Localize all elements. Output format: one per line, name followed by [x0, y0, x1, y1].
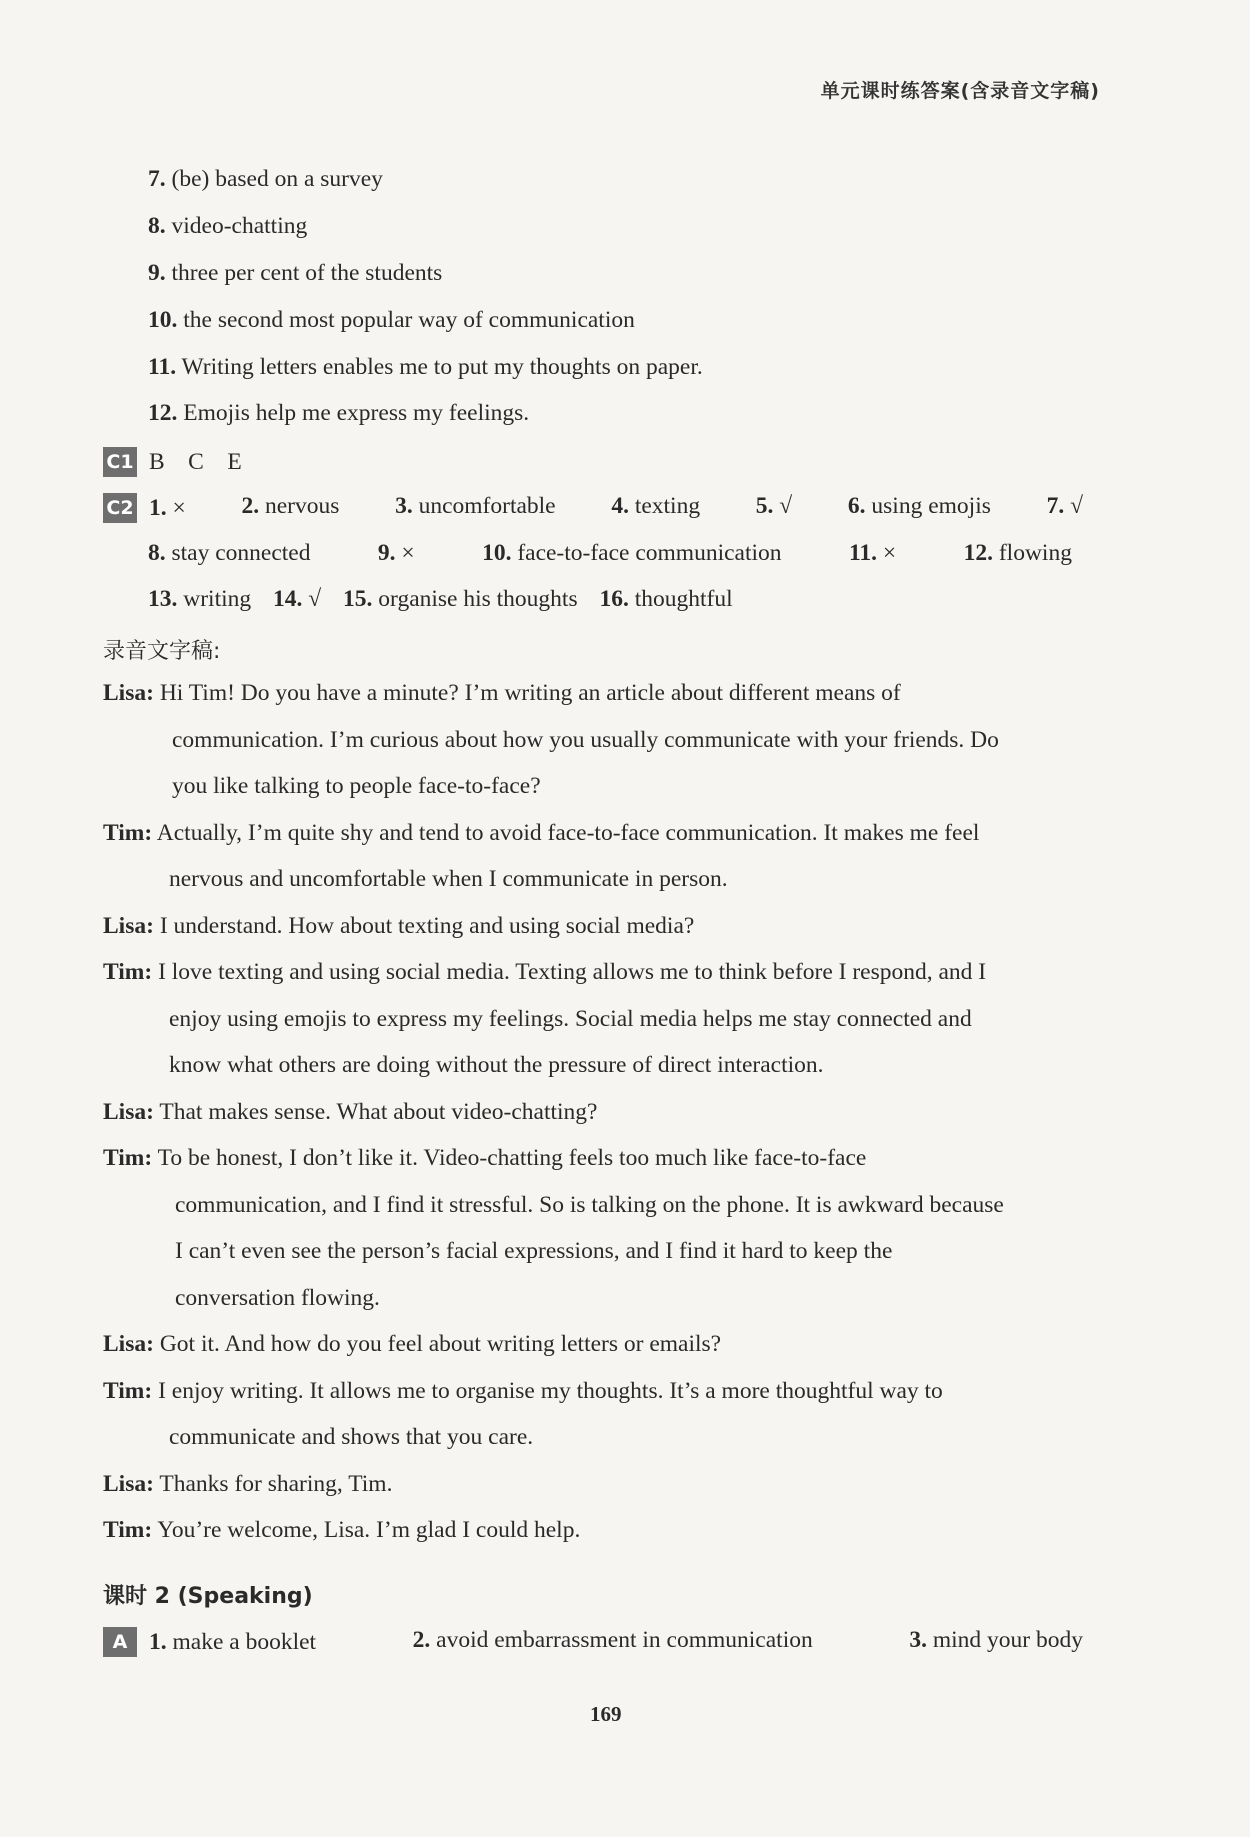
c2-answer: stay connected [171, 540, 311, 566]
answer-number: 3. [909, 1627, 927, 1653]
answer-row [148, 400, 529, 427]
answer-text: three per cent of the students [171, 260, 443, 286]
transcript-line [103, 1099, 597, 1126]
lesson-2-title: 课时 2 (Speaking) [103, 1584, 313, 1609]
transcript-text: I enjoy writing. It allows me to organise my thoughts. It’s a more thoughtful way to [158, 1378, 943, 1404]
c2-number: 7. [1046, 493, 1065, 519]
transcript-line [103, 1331, 721, 1358]
speaker-label: Tim: [103, 959, 153, 985]
transcript-text: Actually, I’m quite shy and tend to avoid face-to-face communication. It makes me feel [156, 820, 980, 846]
answer-text: Emojis help me express my feelings. [183, 400, 530, 426]
c2-number: 3. [395, 493, 413, 519]
c2-number: 8. [148, 540, 166, 566]
c2-answer: × [172, 495, 186, 521]
transcript-line [169, 866, 728, 893]
answer-number: 7. [148, 166, 166, 192]
c2-number: 6. [847, 493, 866, 519]
answer-text: mind your body [932, 1627, 1083, 1653]
transcript-line [103, 1378, 943, 1405]
transcript-text: I understand. How about texting and using social media? [159, 913, 695, 939]
transcript-text: nervous and uncomfortable when I communicate in person. [169, 866, 728, 892]
c2-number: 13. [148, 586, 178, 612]
c2-answer: √ [779, 493, 793, 519]
c2-answer: texting [634, 493, 701, 519]
c2-answer: nervous [264, 493, 340, 519]
c2-badge: C2 [103, 493, 137, 523]
transcript-text: Got it. And how do you feel about writing letters or emails? [159, 1331, 722, 1357]
c2-answer: writing [183, 586, 252, 612]
transcript-text: That makes sense. What about video-chatting? [159, 1099, 598, 1125]
c2-number: 10. [482, 540, 512, 566]
transcript-text: Thanks for sharing, Tim. [159, 1471, 393, 1497]
speaker-label: Tim: [103, 1517, 153, 1543]
c2-answer: face-to-face communication [517, 540, 782, 566]
transcript-line [169, 1006, 972, 1033]
answer-text: make a booklet [172, 1629, 317, 1655]
c2-answer: uncomfortable [418, 493, 556, 519]
speaker-label: Lisa: [103, 1099, 154, 1125]
c2-number: 12. [963, 540, 993, 566]
transcript-text: communication, and I find it stressful. So is talking on the phone. It is awkward because [175, 1192, 1004, 1218]
c1-row [103, 447, 242, 477]
speaker-label: Tim: [103, 1145, 153, 1171]
c2-number: 9. [377, 540, 396, 566]
transcript-line [103, 680, 1083, 707]
answer-number: 12. [148, 400, 178, 426]
c2-answer: √ [308, 586, 322, 612]
answer-number: 1. [149, 1629, 167, 1655]
transcript-line [103, 820, 979, 847]
answer-number: 10. [148, 307, 178, 333]
c2-answer: using emojis [871, 493, 991, 519]
answer-text: video-chatting [171, 213, 308, 239]
answer-number: 11. [148, 354, 177, 380]
transcript-text: you like talking to people face-to-face? [172, 773, 541, 799]
answer-text: the second most popular way of communication [183, 307, 635, 333]
speaker-label: Tim: [103, 820, 153, 846]
transcript-line [172, 727, 999, 754]
c2-number: 4. [611, 493, 629, 519]
c2-answer: organise his thoughts [378, 586, 578, 612]
transcript-line [172, 773, 541, 800]
page-header: 单元课时练答案(含录音文字稿) [820, 80, 1100, 102]
answer-number: 9. [148, 260, 166, 286]
transcript-text: I love texting and using social media. Texting allows me to think before I respond, and I [158, 959, 987, 985]
transcript-text: conversation flowing. [175, 1285, 380, 1311]
c2-answer: × [882, 540, 897, 566]
speaker-label: Lisa: [103, 1471, 154, 1497]
answer-text: Writing letters enables me to put my thoughts on paper. [181, 354, 703, 380]
lesson-2-answers [103, 1627, 1083, 1657]
transcript-line [103, 1517, 580, 1544]
transcript-line [103, 913, 694, 940]
transcript-line [103, 1471, 392, 1498]
c2-row-1 [103, 493, 1083, 523]
speaker-label: Lisa: [103, 1331, 154, 1357]
transcript-line [103, 1145, 866, 1172]
speaker-label: Tim: [103, 1378, 153, 1404]
transcript-text: Hi Tim! Do you have a minute? I’m writing an article about different means of [159, 680, 901, 706]
answer-row [148, 354, 703, 381]
transcript-line [169, 1052, 824, 1079]
answer-row [148, 166, 383, 193]
transcript-text: You’re welcome, Lisa. I’m glad I could help. [157, 1517, 581, 1543]
transcript-text: communicate and shows that you care. [169, 1424, 534, 1450]
transcript-text: enjoy using emojis to express my feelings. Social media helps me stay connected and [169, 1006, 972, 1032]
answer-text: avoid embarrassment in communication [436, 1627, 813, 1653]
c2-answer: thoughtful [634, 586, 733, 612]
transcript-text: communication. I’m curious about how you usually communicate with your friends. Do [172, 727, 999, 753]
transcript-line [103, 959, 986, 986]
c1-answers: B C E [149, 449, 242, 475]
c2-answer: × [401, 540, 415, 566]
page-number: 169 [590, 1702, 622, 1726]
transcript-text: know what others are doing without the pressure of direct interaction. [169, 1052, 824, 1078]
transcript-line [175, 1238, 892, 1265]
section-a-badge: A [103, 1627, 137, 1657]
answer-number: 2. [412, 1627, 431, 1653]
c2-row-3 [148, 586, 733, 613]
transcript-line [175, 1192, 1004, 1219]
c2-answer: √ [1070, 493, 1083, 519]
c2-number: 1. [149, 495, 167, 521]
c2-number: 14. [273, 586, 303, 612]
c2-number: 15. [343, 586, 373, 612]
c2-number: 11. [848, 540, 878, 566]
answer-text: (be) based on a survey [171, 166, 383, 192]
c2-number: 2. [241, 493, 260, 519]
answer-row [148, 307, 635, 334]
c2-answer: flowing [998, 540, 1072, 566]
transcript-text: I can’t even see the person’s facial expressions, and I find it hard to keep the [175, 1238, 893, 1264]
speaker-label: Lisa: [103, 680, 154, 706]
answer-number: 8. [148, 213, 166, 239]
c2-number: 16. [599, 586, 629, 612]
speaker-label: Lisa: [103, 913, 154, 939]
c1-badge: C1 [103, 447, 137, 477]
transcript-line [175, 1285, 380, 1312]
c2-number: 5. [755, 493, 774, 519]
answer-row [148, 213, 307, 240]
answer-row [148, 260, 442, 287]
transcript-text: To be honest, I don’t like it. Video-chatting feels too much like face-to-face [157, 1145, 867, 1171]
c2-row-2 [148, 540, 1072, 567]
transcript-title: 录音文字稿: [103, 639, 221, 664]
transcript-line [169, 1424, 533, 1451]
